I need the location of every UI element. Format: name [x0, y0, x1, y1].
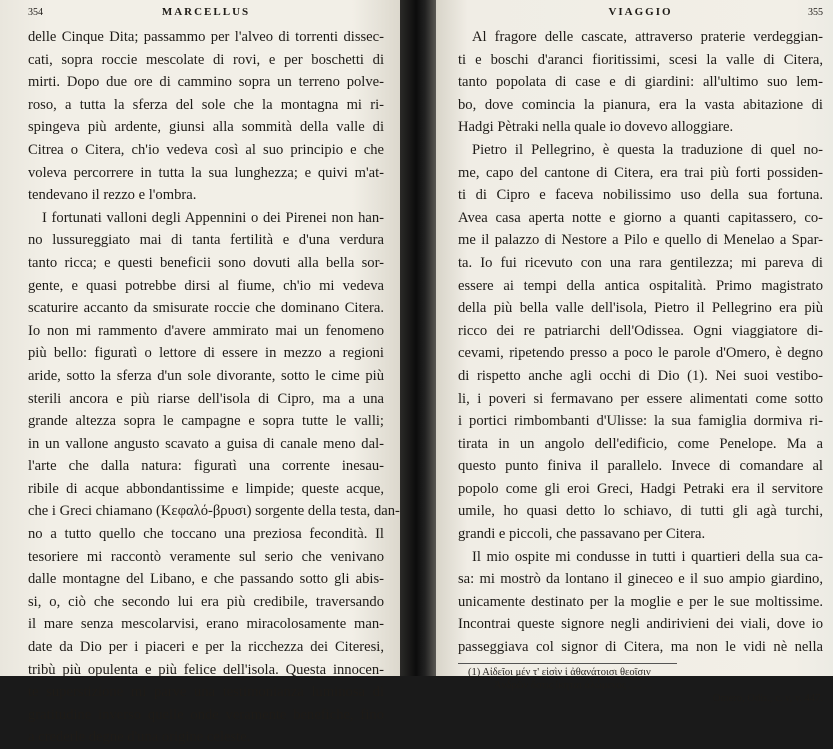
text-line: mirti. Dopo due ore di cammino sopra un terreno polve- [28, 74, 384, 91]
text-line: il mare senza mescolarvisi, erano miracolosamente man- [28, 616, 384, 633]
text-line: l'arte che dalla natura: figuratì una corrente inesau- [28, 458, 384, 475]
text-line: questo punto finiva il parallelo. Invece di comandare al [458, 458, 823, 475]
book-gutter [400, 0, 436, 676]
text-line: te superstizione mi parve una testimonianza luminosa di [28, 684, 384, 701]
text-line: Avea casa aperta notte e giorno a quanti capitassero, co- [458, 209, 823, 226]
text-line: gratitudine inverso quelle onde veramente benefiche, fino [28, 706, 384, 723]
left-running-title: MARCELLUS [161, 6, 251, 18]
text-line: tendevano il rezzo e l'ombra. [28, 187, 197, 204]
right-page-number: 355 [808, 7, 823, 18]
text-line: cevami, ripetendo presso a poco le parole d'Omero, è degno [458, 345, 823, 362]
text-line: grandi e piccoli, che passavano per Citera. [458, 526, 706, 543]
text-line: no lussureggiato mai di tanta fertilità e d'una verdura [28, 232, 384, 249]
text-line: Il mio ospite mi condusse in tutti i quartieri della sua ca- [472, 548, 823, 565]
text-line: che i Greci chiamano (Κεφαλό-βρυσι) sorgente della testa, dan- [28, 503, 400, 520]
footnote-source: Omero, Odis., c. v, v. 447. [712, 692, 823, 704]
text-line: umile, ho quasi detto lo schiavo, di tutti gli agà turchi, [458, 503, 823, 520]
text-line: ricco dei re patriarchi dell'Odissea. Ogni viaggiatore di- [458, 322, 823, 339]
text-line: spingeva più ardente, giunsi alla sommità della valle di [28, 119, 384, 136]
text-line: Incontrai queste signore negli andirivieni dei viali, dove io [458, 616, 823, 633]
text-line: date da Dio per i piaceri e per la ricchezza dei Citeresi, [28, 639, 384, 656]
text-line: grande altezza sopra le campagne e sopra tutte le valli; [28, 413, 384, 430]
text-line: delle Cinque Dita; passammo per l'alveo di torrenti dissec- [28, 29, 384, 45]
footnote-rule [458, 663, 677, 664]
text-line: Citrea o Citera, ch'io vedeva così al suo principio e che [28, 141, 384, 158]
text-line: passeggiava col signor di Citera, ma non le vidi nè nella [458, 639, 823, 656]
text-line: ribile di acque abbondantissime e limpide; queste acque, [28, 480, 384, 497]
text-line: tanto popolata di case e di giardini: all'ultimo suo lem- [458, 74, 823, 91]
text-line: ti e boschi d'aranci fioritissimi, scesi la valle di Citera, [458, 51, 823, 68]
text-line: essere ai tempi della antica ospitalità. Primo magistrato [458, 277, 823, 294]
left-running-head [28, 6, 384, 20]
footnotes [458, 666, 823, 705]
text-line: aride, sotto la sferza d'un sole divorante, sotto le cime più [28, 367, 384, 384]
text-line: roso, a tutta la sferza del sole che la montagna mi ri- [28, 96, 384, 113]
text-line: sa: mi mostrò da lontano il gineceo e il suo ampio giardino, [458, 571, 823, 588]
text-line: Al fragore delle cascate, attraverso praterie verdeggian- [472, 29, 823, 45]
text-line: I fortunati valloni degli Appennini o dei Pirenei non han- [42, 209, 384, 226]
text-line: unicamente destinato per la moglie e per le sue moltissime. [458, 593, 823, 610]
text-line: dalle montagne del Libano, e che passando sotto gli abis- [28, 571, 384, 588]
text-line: me il palazzo di Nestore a Pilo e quello di Menelao a Spar- [458, 232, 823, 249]
text-line: a crederle degne d'una origine celeste. [28, 729, 251, 746]
text-line: Pietro il Pellegrino, è questa la traduzione di quel no- [472, 141, 823, 158]
left-page-number: 354 [28, 7, 43, 18]
text-line: tribù più opulenta e più felice dell'isola. Questa innocen- [28, 661, 384, 678]
text-line: ta. Io fui ricevuto con una rara gentilezza; mi pareva di [458, 254, 823, 271]
text-line: sterili ancora e più riarse dell'isola di Cipro, ma a una [28, 390, 384, 407]
text-line: ti di Cipro e faceva nobilissimo uso della sua fortuna. [458, 187, 823, 204]
right-running-head [458, 6, 823, 20]
text-line: tirata in un angolo dell'edificio, come Penelope. Ma a [458, 435, 823, 452]
text-line: tanto ricca; e questi beneficii sono dovuti alla bella sor- [28, 254, 384, 271]
left-page [0, 0, 400, 746]
text-line: Io non mi rammento d'avere ammirato mai un fenomeno [28, 322, 384, 339]
text-line: di rispetto anche agli occhi di Dio (1). Nei suoi vestibo- [458, 367, 823, 384]
text-line: li, i poveri si fermavano per essere alimentati come sotto [458, 390, 823, 407]
text-line: in un vallone angusto scavato a guisa di canale meno dal- [28, 435, 384, 452]
left-body-text [28, 26, 400, 749]
text-line: gente, e quasi potrebbe dirsi al fiume, ch'io mi vedeva [28, 277, 384, 294]
text-line: voleva percorrere in tutta la sua lunghezza; e quivi m'at- [28, 164, 384, 181]
text-line: più bello: figuratì o lettore di essere in mezzo a regioni [28, 345, 384, 362]
text-line: i portici rimbombanti d'Ulisse: la sua famiglia dormiva ri- [458, 413, 823, 430]
footnote-line: Ἀνδρῶν ὅστις ἵκηται ἀλώμενος . . . . . [494, 679, 653, 691]
footnote-line: (1) Αἰδεῖοι μέν τ' εἰσὶν ἱ ἀθανάτοισι θεοῖσιν [468, 666, 651, 678]
text-line: cati, sopra roccie mescolate di rovi, e per boschetti di [28, 51, 384, 68]
text-line: bo, dove comincia la pianura, era la vasta abitazione di [458, 96, 823, 113]
text-line: Hadgi Pètraki nella quale io dovevo alloggiare. [458, 119, 734, 136]
text-line: della più bella valle dell'isola, Pietro il Pellegrino era più [458, 300, 823, 317]
text-line: popolo come gli eroi Greci, Hadgi Petraki era il servitore [458, 480, 823, 497]
right-body-text [458, 26, 823, 659]
right-page [436, 0, 833, 704]
text-line: si, o, ciò che secondo lui era più credibile, traversando [28, 593, 384, 610]
text-line: me, capo del cantone di Citera, era trai più forti possiden- [458, 164, 823, 181]
text-line: no a tutto quello che toccano una preziosa fecondità. Il [28, 526, 384, 543]
right-running-title: VIAGGIO [608, 6, 673, 18]
text-line: scaturire accanto da smisurate roccie che dominano Citera. [28, 300, 384, 317]
text-line: tesoriere mi raccontò veramente sul serio che venivano [28, 548, 384, 565]
